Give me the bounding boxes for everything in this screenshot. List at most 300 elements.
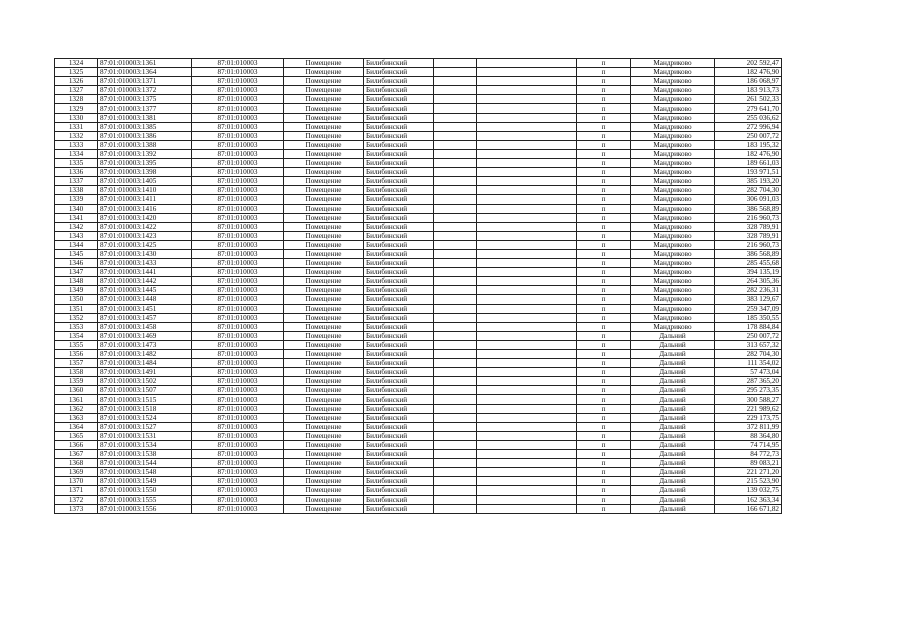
empty-cell [434,295,477,304]
object-type: Помещение [284,413,364,422]
district: Билибинский [364,195,434,204]
settlement-type: п [577,277,631,286]
cadastral-block: 87:01:010003 [192,140,284,149]
empty-cell [477,359,577,368]
empty-cell [477,313,577,322]
cadastral-value: 383 129,67 [715,295,782,304]
district: Билибинский [364,240,434,249]
cadastral-block: 87:01:010003 [192,340,284,349]
district: Билибинский [364,486,434,495]
empty-cell [434,359,477,368]
row-number: 1345 [55,249,98,258]
empty-cell [477,295,577,304]
empty-cell [434,322,477,331]
object-type: Помещение [284,95,364,104]
empty-cell [434,140,477,149]
row-number: 1340 [55,204,98,213]
table-row [55,240,782,249]
object-type: Помещение [284,477,364,486]
cadastral-block: 87:01:010003 [192,395,284,404]
settlement-name: Дальний [631,340,715,349]
row-number: 1342 [55,222,98,231]
settlement-name: Мандриково [631,140,715,149]
empty-cell [434,468,477,477]
cadastral-block: 87:01:010003 [192,468,284,477]
object-type: Помещение [284,350,364,359]
cadastral-block: 87:01:010003 [192,495,284,504]
table-row [55,259,782,268]
cadastral-value-table [54,58,782,514]
settlement-name: Дальний [631,359,715,368]
settlement-type: п [577,140,631,149]
empty-cell [434,504,477,513]
settlement-name: Мандриково [631,213,715,222]
cadastral-number: 87:01:010003:1375 [98,95,192,104]
settlement-type: п [577,495,631,504]
empty-cell [434,259,477,268]
object-type: Помещение [284,186,364,195]
cadastral-number: 87:01:010003:1372 [98,86,192,95]
object-type: Помещение [284,131,364,140]
table-row [55,231,782,240]
cadastral-number: 87:01:010003:1361 [98,59,192,68]
empty-cell [434,131,477,140]
table-row [55,77,782,86]
empty-cell [477,504,577,513]
district: Билибинский [364,277,434,286]
empty-cell [434,249,477,258]
table-row [55,222,782,231]
settlement-name: Мандриково [631,322,715,331]
empty-cell [477,168,577,177]
row-number: 1347 [55,268,98,277]
row-number: 1359 [55,377,98,386]
row-number: 1361 [55,395,98,404]
table-row [55,350,782,359]
empty-cell [477,259,577,268]
object-type: Помещение [284,113,364,122]
empty-cell [477,113,577,122]
settlement-type: п [577,477,631,486]
cadastral-number: 87:01:010003:1515 [98,395,192,404]
settlement-type: п [577,259,631,268]
object-type: Помещение [284,340,364,349]
settlement-type: п [577,359,631,368]
empty-cell [477,377,577,386]
object-type: Помещение [284,386,364,395]
settlement-type: п [577,440,631,449]
settlement-type: п [577,450,631,459]
object-type: Помещение [284,59,364,68]
object-type: Помещение [284,204,364,213]
settlement-type: п [577,286,631,295]
cadastral-number: 87:01:010003:1416 [98,204,192,213]
settlement-name: Мандриково [631,313,715,322]
empty-cell [434,77,477,86]
cadastral-number: 87:01:010003:1469 [98,331,192,340]
object-type: Помещение [284,504,364,513]
object-type: Помещение [284,495,364,504]
settlement-name: Мандриково [631,186,715,195]
settlement-type: п [577,313,631,322]
cadastral-value: 111 354,02 [715,359,782,368]
empty-cell [434,450,477,459]
empty-cell [477,59,577,68]
empty-cell [477,140,577,149]
row-number: 1360 [55,386,98,395]
cadastral-block: 87:01:010003 [192,477,284,486]
empty-cell [434,86,477,95]
cadastral-number: 87:01:010003:1448 [98,295,192,304]
table-row [55,213,782,222]
district: Билибинский [364,340,434,349]
district: Билибинский [364,331,434,340]
settlement-name: Мандриково [631,177,715,186]
settlement-type: п [577,322,631,331]
empty-cell [434,95,477,104]
empty-cell [477,386,577,395]
settlement-name: Мандриково [631,104,715,113]
table-row [55,149,782,158]
cadastral-number: 87:01:010003:1544 [98,459,192,468]
empty-cell [477,368,577,377]
empty-cell [434,386,477,395]
row-number: 1364 [55,422,98,431]
table-row [55,468,782,477]
cadastral-value: 261 502,33 [715,95,782,104]
table-row [55,277,782,286]
cadastral-block: 87:01:010003 [192,195,284,204]
row-number: 1329 [55,104,98,113]
settlement-name: Мандриково [631,159,715,168]
settlement-type: п [577,486,631,495]
empty-cell [434,240,477,249]
object-type: Помещение [284,377,364,386]
empty-cell [434,104,477,113]
settlement-name: Дальний [631,450,715,459]
cadastral-value: 189 661,03 [715,159,782,168]
empty-cell [434,68,477,77]
empty-cell [434,204,477,213]
cadastral-number: 87:01:010003:1491 [98,368,192,377]
settlement-type: п [577,104,631,113]
settlement-type: п [577,204,631,213]
row-number: 1324 [55,59,98,68]
row-number: 1330 [55,113,98,122]
cadastral-number: 87:01:010003:1507 [98,386,192,395]
settlement-type: п [577,149,631,158]
empty-cell [434,195,477,204]
row-number: 1355 [55,340,98,349]
district: Билибинский [364,504,434,513]
cadastral-value: 183 913,73 [715,86,782,95]
cadastral-value: 385 193,20 [715,177,782,186]
district: Билибинский [364,159,434,168]
cadastral-value: 139 032,75 [715,486,782,495]
empty-cell [434,459,477,468]
empty-cell [434,350,477,359]
empty-cell [477,68,577,77]
settlement-type: п [577,268,631,277]
settlement-name: Мандриково [631,259,715,268]
table-row [55,286,782,295]
empty-cell [477,340,577,349]
object-type: Помещение [284,304,364,313]
cadastral-block: 87:01:010003 [192,240,284,249]
table-row [55,177,782,186]
empty-cell [477,104,577,113]
cadastral-block: 87:01:010003 [192,131,284,140]
empty-cell [434,59,477,68]
cadastral-value: 57 473,04 [715,368,782,377]
district: Билибинский [364,459,434,468]
cadastral-number: 87:01:010003:1482 [98,350,192,359]
cadastral-block: 87:01:010003 [192,413,284,422]
settlement-name: Дальний [631,395,715,404]
table-row [55,459,782,468]
empty-cell [477,149,577,158]
settlement-type: п [577,77,631,86]
cadastral-value: 386 568,89 [715,204,782,213]
cadastral-number: 87:01:010003:1422 [98,222,192,231]
cadastral-value: 282 236,31 [715,286,782,295]
district: Билибинский [364,131,434,140]
table-row [55,322,782,331]
district: Билибинский [364,295,434,304]
district: Билибинский [364,222,434,231]
cadastral-block: 87:01:010003 [192,86,284,95]
object-type: Помещение [284,313,364,322]
district: Билибинский [364,204,434,213]
row-number: 1358 [55,368,98,377]
cadastral-number: 87:01:010003:1388 [98,140,192,149]
table-row [55,450,782,459]
settlement-type: п [577,350,631,359]
settlement-name: Мандриково [631,168,715,177]
district: Билибинский [364,422,434,431]
district: Билибинский [364,313,434,322]
object-type: Помещение [284,104,364,113]
cadastral-value: 287 365,20 [715,377,782,386]
cadastral-number: 87:01:010003:1420 [98,213,192,222]
row-number: 1336 [55,168,98,177]
row-number: 1341 [55,213,98,222]
empty-cell [477,486,577,495]
settlement-type: п [577,386,631,395]
cadastral-block: 87:01:010003 [192,104,284,113]
cadastral-value: 221 989,62 [715,404,782,413]
object-type: Помещение [284,149,364,158]
empty-cell [477,440,577,449]
cadastral-number: 87:01:010003:1534 [98,440,192,449]
district: Билибинский [364,113,434,122]
settlement-name: Дальний [631,350,715,359]
table-row [55,495,782,504]
object-type: Помещение [284,422,364,431]
object-type: Помещение [284,240,364,249]
table-row [55,268,782,277]
table-row [55,404,782,413]
row-number: 1332 [55,131,98,140]
settlement-name: Дальний [631,504,715,513]
empty-cell [477,404,577,413]
settlement-name: Дальний [631,495,715,504]
cadastral-value: 300 588,27 [715,395,782,404]
district: Билибинский [364,386,434,395]
empty-cell [434,122,477,131]
settlement-type: п [577,86,631,95]
object-type: Помещение [284,168,364,177]
object-type: Помещение [284,77,364,86]
cadastral-number: 87:01:010003:1502 [98,377,192,386]
settlement-name: Мандриково [631,240,715,249]
row-number: 1335 [55,159,98,168]
cadastral-block: 87:01:010003 [192,77,284,86]
district: Билибинский [364,413,434,422]
table-row [55,113,782,122]
row-number: 1371 [55,486,98,495]
settlement-name: Дальний [631,459,715,468]
empty-cell [434,395,477,404]
district: Билибинский [364,231,434,240]
cadastral-value: 282 704,30 [715,350,782,359]
settlement-type: п [577,395,631,404]
object-type: Помещение [284,231,364,240]
district: Билибинский [364,168,434,177]
table-row [55,368,782,377]
empty-cell [477,249,577,258]
cadastral-number: 87:01:010003:1518 [98,404,192,413]
row-number: 1344 [55,240,98,249]
settlement-name: Дальний [631,331,715,340]
cadastral-value: 372 811,99 [715,422,782,431]
empty-cell [434,486,477,495]
empty-cell [477,131,577,140]
table-row [55,377,782,386]
row-number: 1348 [55,277,98,286]
cadastral-number: 87:01:010003:1385 [98,122,192,131]
row-number: 1343 [55,231,98,240]
empty-cell [477,431,577,440]
settlement-name: Мандриково [631,231,715,240]
cadastral-block: 87:01:010003 [192,331,284,340]
row-number: 1373 [55,504,98,513]
object-type: Помещение [284,140,364,149]
row-number: 1353 [55,322,98,331]
empty-cell [477,204,577,213]
cadastral-value: 279 641,70 [715,104,782,113]
cadastral-value: 250 007,72 [715,331,782,340]
object-type: Помещение [284,395,364,404]
empty-cell [477,277,577,286]
cadastral-value: 295 273,35 [715,386,782,395]
table-row [55,95,782,104]
district: Билибинский [364,286,434,295]
row-number: 1333 [55,140,98,149]
settlement-name: Мандриково [631,222,715,231]
cadastral-block: 87:01:010003 [192,159,284,168]
cadastral-number: 87:01:010003:1395 [98,159,192,168]
object-type: Помещение [284,159,364,168]
row-number: 1350 [55,295,98,304]
cadastral-number: 87:01:010003:1371 [98,77,192,86]
table-row [55,395,782,404]
cadastral-number: 87:01:010003:1549 [98,477,192,486]
cadastral-block: 87:01:010003 [192,431,284,440]
cadastral-block: 87:01:010003 [192,386,284,395]
cadastral-number: 87:01:010003:1386 [98,131,192,140]
cadastral-block: 87:01:010003 [192,404,284,413]
table-row [55,159,782,168]
cadastral-number: 87:01:010003:1556 [98,504,192,513]
empty-cell [434,286,477,295]
empty-cell [477,213,577,222]
settlement-type: п [577,459,631,468]
cadastral-number: 87:01:010003:1441 [98,268,192,277]
settlement-type: п [577,377,631,386]
settlement-type: п [577,249,631,258]
settlement-type: п [577,404,631,413]
cadastral-value: 74 714,95 [715,440,782,449]
object-type: Помещение [284,213,364,222]
table-row [55,204,782,213]
settlement-type: п [577,504,631,513]
settlement-type: п [577,295,631,304]
settlement-type: п [577,122,631,131]
settlement-name: Мандриково [631,122,715,131]
empty-cell [434,413,477,422]
cadastral-block: 87:01:010003 [192,368,284,377]
settlement-name: Мандриково [631,277,715,286]
cadastral-value: 193 971,51 [715,168,782,177]
cadastral-number: 87:01:010003:1410 [98,186,192,195]
cadastral-value: 328 789,91 [715,222,782,231]
table-row [55,304,782,313]
empty-cell [477,159,577,168]
cadastral-block: 87:01:010003 [192,268,284,277]
object-type: Помещение [284,177,364,186]
cadastral-block: 87:01:010003 [192,231,284,240]
settlement-type: п [577,368,631,377]
settlement-name: Дальний [631,431,715,440]
empty-cell [477,77,577,86]
cadastral-block: 87:01:010003 [192,459,284,468]
table-row [55,486,782,495]
object-type: Помещение [284,486,364,495]
cadastral-number: 87:01:010003:1458 [98,322,192,331]
settlement-name: Мандриково [631,149,715,158]
cadastral-value: 216 960,73 [715,213,782,222]
object-type: Помещение [284,440,364,449]
row-number: 1370 [55,477,98,486]
cadastral-block: 87:01:010003 [192,68,284,77]
table-row [55,68,782,77]
cadastral-value: 166 671,82 [715,504,782,513]
row-number: 1327 [55,86,98,95]
settlement-type: п [577,231,631,240]
table-row [55,249,782,258]
district: Билибинский [364,249,434,258]
settlement-type: п [577,159,631,168]
settlement-name: Дальний [631,386,715,395]
empty-cell [434,222,477,231]
settlement-name: Мандриково [631,77,715,86]
cadastral-value: 84 772,73 [715,450,782,459]
cadastral-value: 272 996,94 [715,122,782,131]
settlement-name: Мандриково [631,286,715,295]
row-number: 1349 [55,286,98,295]
cadastral-block: 87:01:010003 [192,113,284,122]
